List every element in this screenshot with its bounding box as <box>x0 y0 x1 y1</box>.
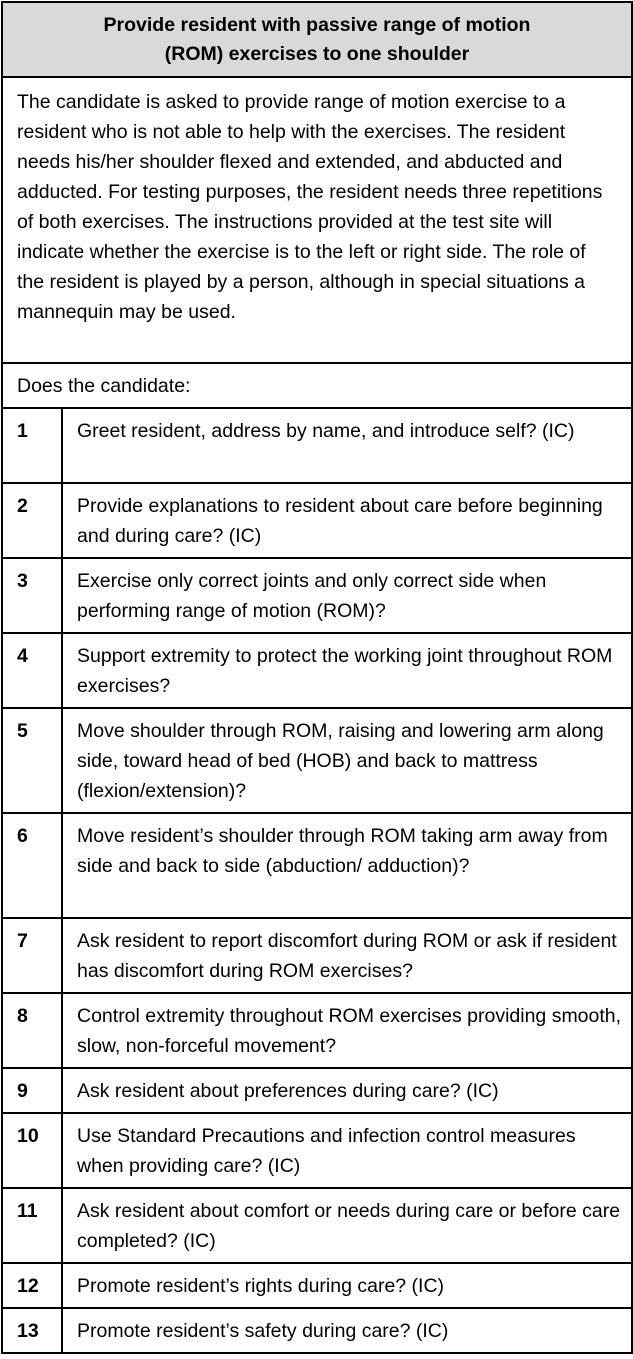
skill-title-line-2: (ROM) exercises to one shoulder <box>164 42 470 65</box>
checklist-prompt: Does the candidate: <box>2 363 632 408</box>
checklist-row <box>2 1188 632 1263</box>
step-number: 12 <box>2 1263 62 1308</box>
step-number: 7 <box>2 918 62 993</box>
checklist-row <box>2 483 632 558</box>
step-text: Ask resident about preferences during care? (IC) <box>62 1068 632 1113</box>
step-text: Exercise only correct joints and only correct side when performing range of motion (ROM)? <box>62 558 632 633</box>
step-text: Support extremity to protect the working joint throughout ROM exercises? <box>62 633 632 708</box>
step-text: Use Standard Precautions and infection control measures when providing care? (IC) <box>62 1113 632 1188</box>
checklist-row <box>2 633 632 708</box>
step-number: 6 <box>2 813 62 918</box>
checklist-row <box>2 918 632 993</box>
skill-description: The candidate is asked to provide range of motion exercise to a resident who is not able to help with the exercises. The resident needs his/her shoulder flexed and extended, and abducted and adducted. For testing purposes, the resident needs three repetitions of both exercises. The instructions provided at the test site will indicate whether the exercise is to the left or right side. The role of the resident is played by a person, although in special situations a mannequin may be used. <box>2 77 632 363</box>
step-number: 3 <box>2 558 62 633</box>
checklist-row <box>2 1263 632 1308</box>
step-number: 9 <box>2 1068 62 1113</box>
step-text: Move resident’s shoulder through ROM taking arm away from side and back to side (abduction/ adduction)? <box>62 813 632 918</box>
skill-title <box>2 2 632 77</box>
checklist-row <box>2 993 632 1068</box>
checklist-row <box>2 708 632 813</box>
step-number: 4 <box>2 633 62 708</box>
step-text: Provide explanations to resident about care before beginning and during care? (IC) <box>62 483 632 558</box>
step-number: 8 <box>2 993 62 1068</box>
step-text: Ask resident to report discomfort during ROM or ask if resident has discomfort during ROM exercises? <box>62 918 632 993</box>
checklist-row <box>2 1308 632 1353</box>
step-number: 10 <box>2 1113 62 1188</box>
checklist-row <box>2 558 632 633</box>
step-number: 1 <box>2 408 62 483</box>
step-text: Move shoulder through ROM, raising and lowering arm along side, toward head of bed (HOB) and back to mattress (flexion/extension)? <box>62 708 632 813</box>
step-number: 5 <box>2 708 62 813</box>
step-number: 2 <box>2 483 62 558</box>
skill-checklist-table <box>1 1 633 1354</box>
checklist-row <box>2 1113 632 1188</box>
skill-title-line-1: Provide resident with passive range of motion <box>103 13 531 36</box>
step-text: Control extremity throughout ROM exercises providing smooth, slow, non-forceful movement? <box>62 993 632 1068</box>
checklist-row <box>2 813 632 918</box>
step-text: Promote resident’s rights during care? (IC) <box>62 1263 632 1308</box>
step-number: 11 <box>2 1188 62 1263</box>
step-text: Greet resident, address by name, and introduce self? (IC) <box>62 408 632 483</box>
step-text: Promote resident’s safety during care? (IC) <box>62 1308 632 1353</box>
checklist-row <box>2 1068 632 1113</box>
step-text: Ask resident about comfort or needs during care or before care completed? (IC) <box>62 1188 632 1263</box>
checklist-row <box>2 408 632 483</box>
step-number: 13 <box>2 1308 62 1353</box>
